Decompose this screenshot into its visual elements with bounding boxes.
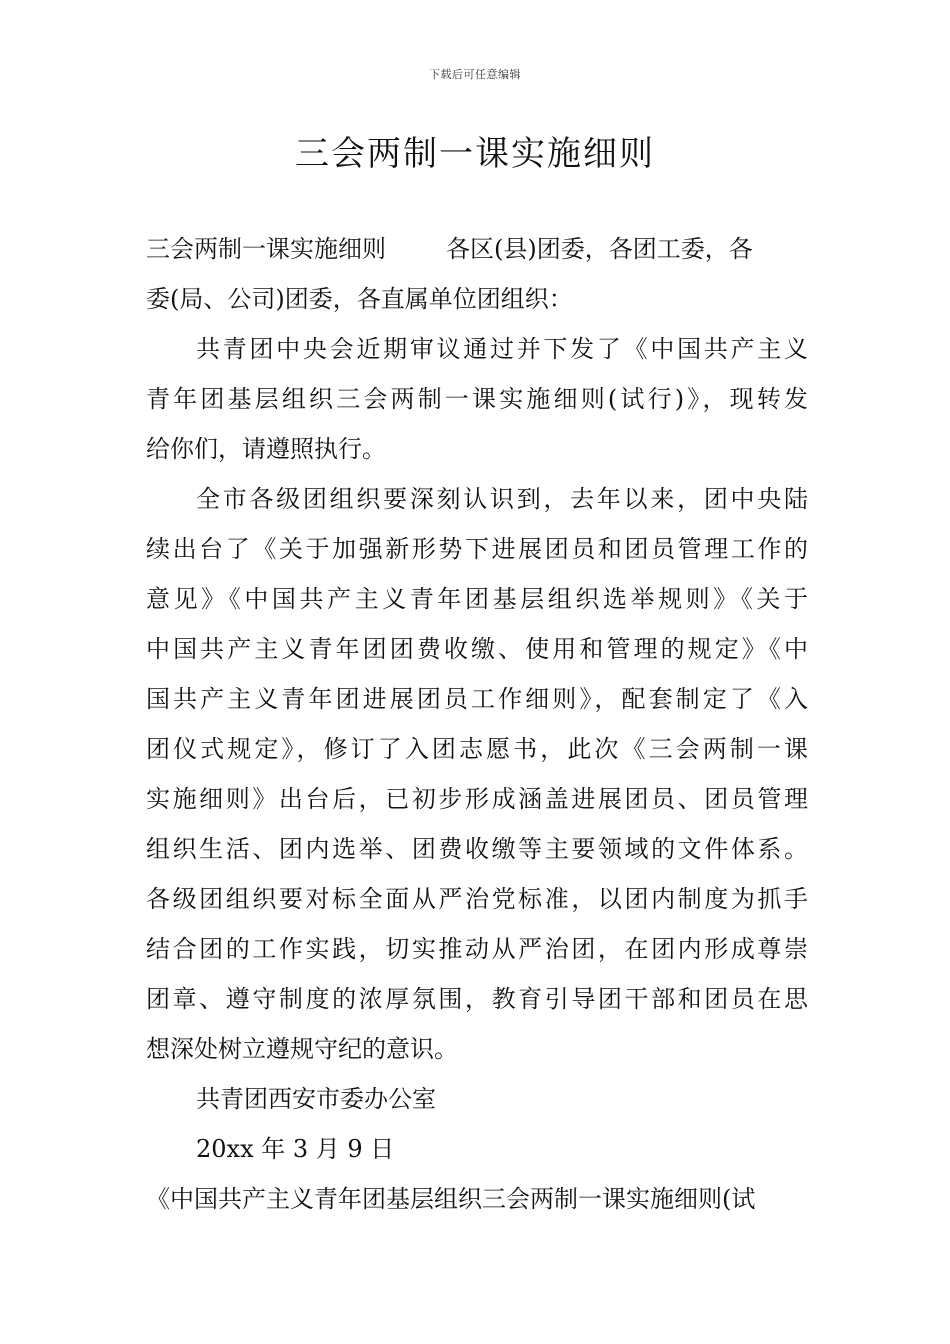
body-line-salutation xyxy=(146,224,808,274)
body-line: 国共产主义青年团进展团员工作细则》，配套制定了《入 xyxy=(146,685,808,713)
body-line: 想深处树立遵规守纪的意识。 xyxy=(146,1035,458,1063)
document-body xyxy=(146,224,808,1224)
signature-organization: 共青团西安市委办公室 xyxy=(196,1085,436,1113)
body-line: 意见》《中国共产主义青年团基层组织选举规则》《关于 xyxy=(146,585,808,613)
body-line: 续出台了《关于加强新形势下进展团员和团员管理工作的 xyxy=(146,535,808,563)
body-line: 给你们，请遵照执行。 xyxy=(146,435,386,463)
body-line-salutation-recipients: 各区(县)团委，各团工委，各 xyxy=(446,235,753,263)
signature-date: 20xx 年 3 月 9 日 xyxy=(196,1135,395,1163)
document-title: 三会两制一课实施细则 xyxy=(295,134,655,174)
body-line: 团仪式规定》，修订了入团志愿书，此次《三会两制一课 xyxy=(146,735,808,763)
body-line: 各级团组织要对标全面从严治党标准，以团内制度为抓手 xyxy=(146,885,808,913)
body-line-salutation-title: 三会两制一课实施细则 xyxy=(146,235,386,263)
body-line: 团章、遵守制度的浓厚氛围，教育引导团干部和团员在思 xyxy=(146,985,808,1013)
body-line: 共青团中央会近期审议通过并下发了《中国共产主义 xyxy=(196,335,808,363)
body-line: 组织生活、团内选举、团费收缴等主要领域的文件体系。 xyxy=(146,835,808,863)
body-line: 委(局、公司)团委，各直属单位团组织： xyxy=(146,285,573,313)
body-line: 《中国共产主义青年团基层组织三会两制一课实施细则(试 xyxy=(146,1185,756,1213)
body-line: 结合团的工作实践，切实推动从严治团，在团内形成尊崇 xyxy=(146,935,808,963)
body-line: 中国共产主义青年团团费收缴、使用和管理的规定》《中 xyxy=(146,635,808,663)
header-note: 下载后可任意编辑 xyxy=(429,68,521,81)
body-line: 全市各级团组织要深刻认识到，去年以来，团中央陆 xyxy=(196,485,808,513)
body-line: 青年团基层组织三会两制一课实施细则(试行)》，现转发 xyxy=(146,385,808,413)
body-line: 实施细则》出台后，已初步形成涵盖进展团员、团员管理 xyxy=(146,785,808,813)
